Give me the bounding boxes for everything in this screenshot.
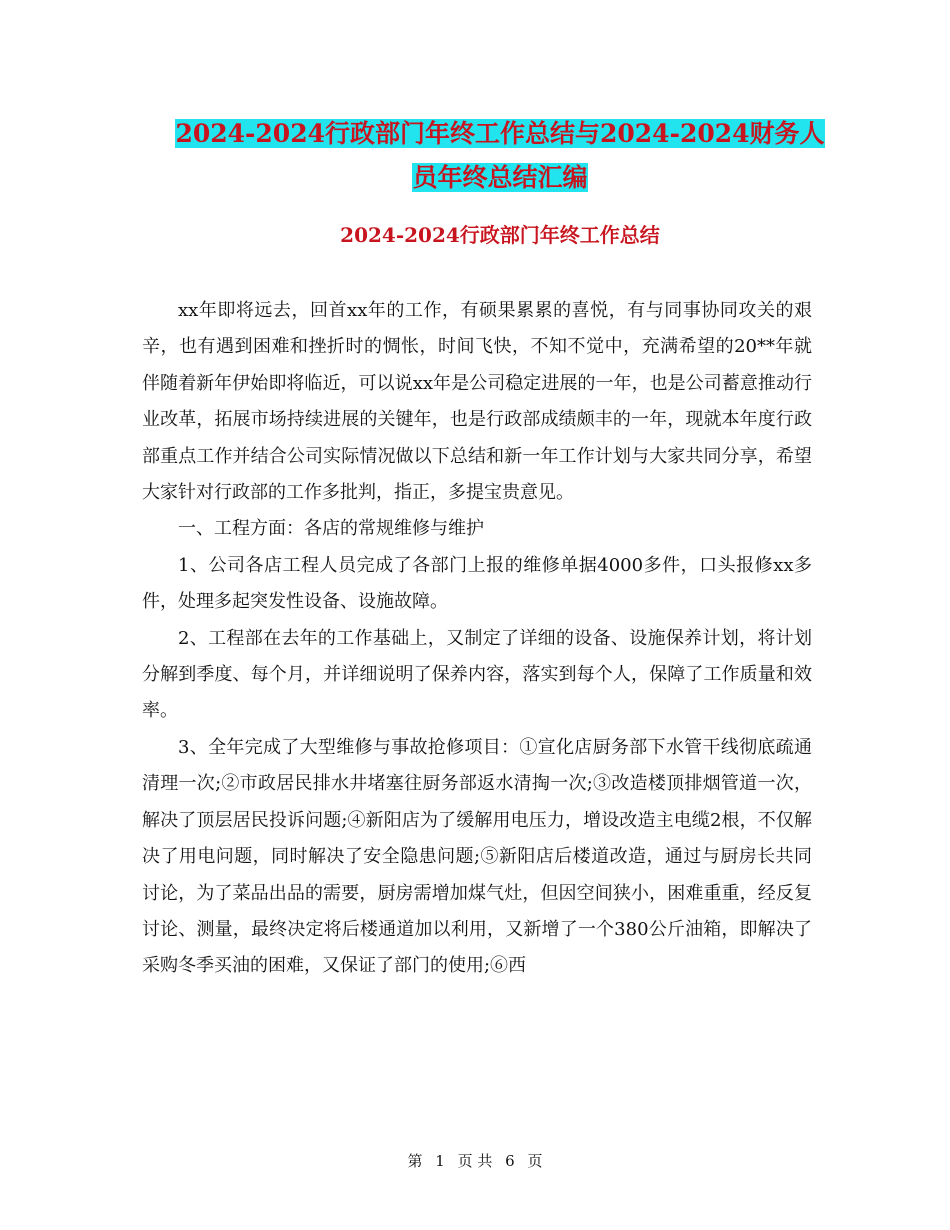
- paragraph-item-2: 2、工程部在去年的工作基础上，又制定了详细的设备、设施保养计划，将计划分解到季度、每个月，并详细说明了保养内容，落实到每个人，保障了工作质量和效率。: [142, 627, 812, 722]
- paragraph-intro: xx年即将远去，回首xx年的工作，有硕果累累的喜悦，有与同事协同攻关的艰辛，也有遇到困难和挫折时的惆怅，时间飞快，不知不觉中，充满希望的20**年就伴随着新年伊始即将临近，可以说xx年是公司稳定进展的一年，也是公司蓄意推动行业改革，拓展市场持续进展的关键年，也是行政部成绩颇丰的一年，现就本年度行政部重点工作并结合公司实际情况做以下总结和新一年工作计划与大家共同分享，希望大家针对行政部的工作多批判，指正，多提宝贵意见。: [142, 300, 812, 504]
- paragraph-item-3: 3、全年完成了大型维修与事故抢修项目：①宣化店厨务部下水管干线彻底疏通清理一次;②市政居民排水井堵塞往厨务部返水清掏一次;③改造楼顶排烟管道一次，解决了顶层居民投诉问题;④新阳店为了缓解用电压力，增设改造主电缆2根，不仅解决了用电问题，同时解决了安全隐患问题;⑤新阳店后楼道改造，通过与厨房长共同讨论，为了菜品出品的需要，厨房需增加煤气灶，但因空间狭小，困难重重，经反复讨论、测量，最终决定将后楼通道加以利用，又新增了一个380公斤油箱，即解决了采购冬季买油的困难，又保证了部门的使用;⑥西: [142, 736, 812, 977]
- footer-suffix: 页: [527, 1152, 543, 1170]
- footer-prefix: 第: [407, 1152, 423, 1170]
- document-title-line-1: 2024-2024行政部门年终工作总结与2024-2024财务人: [175, 119, 825, 148]
- section-title: 2024-2024行政部门年终工作总结: [340, 223, 660, 247]
- footer-page-number: 1: [435, 1152, 445, 1170]
- paragraph-heading-engineering: 一、工程方面：各店的常规维修与维护: [178, 518, 484, 540]
- page-footer: [0, 1150, 950, 1172]
- document-title: [140, 112, 860, 200]
- document-body: [142, 293, 812, 985]
- footer-mid: 页 共: [457, 1152, 493, 1170]
- paragraph-item-1: 1、公司各店工程人员完成了各部门上报的维修单据4000多件，口头报修xx多件，处理多起突发性设备、设施故障。: [142, 554, 812, 613]
- footer-total-pages: 6: [505, 1152, 515, 1170]
- document-title-line-2: 员年终总结汇编: [412, 163, 588, 192]
